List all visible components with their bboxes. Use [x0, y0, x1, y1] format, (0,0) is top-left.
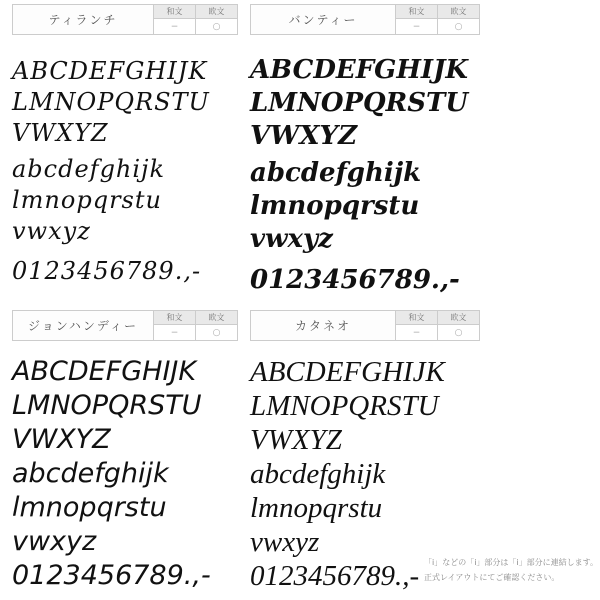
- specimen-digits: 0123456789.,-: [250, 560, 420, 592]
- specimen-digits: 0123456789.,-: [12, 560, 211, 591]
- specimen-digits: 0123456789.,-: [12, 257, 202, 285]
- script-support-table: [154, 310, 238, 341]
- specimen-uppercase-2: LMNOPQRSTU: [12, 88, 210, 116]
- western-script-label: 欧文: [437, 310, 480, 325]
- panel-header: [250, 310, 480, 341]
- footnote: [424, 555, 598, 585]
- specimen-lowercase-2: lmnopqrstu: [250, 492, 383, 524]
- western-script-label: 欧文: [195, 4, 238, 19]
- specimen-lowercase-2: lmnopqrstu: [12, 186, 162, 214]
- japanese-support-value: −: [395, 18, 438, 35]
- footnote-line-2: 正式レイアウトにてご確認ください。: [423, 573, 560, 582]
- specimen-lowercase-2: lmnopqrstu: [12, 492, 167, 523]
- western-script-label: 欧文: [437, 4, 480, 19]
- western-support-value: ○: [437, 18, 480, 35]
- script-support-table: [396, 310, 480, 341]
- japanese-script-label: 和文: [153, 310, 196, 325]
- western-support-value: ○: [437, 324, 480, 341]
- panel-header: [250, 4, 480, 35]
- japanese-support-value: −: [153, 324, 196, 341]
- font-name: ティランチ: [12, 4, 154, 35]
- specimen-lowercase-3: vwxyz: [250, 224, 333, 254]
- western-support-value: ○: [195, 324, 238, 341]
- font-panel-banty: [250, 4, 480, 297]
- font-panel-john-handy: [12, 310, 238, 593]
- footnote-line-1: 「i」などの「i」部分は「i」部分に連結します。: [423, 558, 598, 567]
- specimen-lowercase-1: abcdefghijk: [250, 458, 386, 490]
- panel-header: [12, 4, 238, 35]
- specimen-uppercase-1: ABCDEFGHIJK: [12, 57, 208, 85]
- japanese-script-label: 和文: [395, 310, 438, 325]
- specimen: [12, 56, 238, 287]
- specimen-uppercase-1: ABCDEFGHIJK: [12, 356, 197, 387]
- specimen-uppercase-2: LMNOPQRSTU: [250, 390, 439, 422]
- western-support-value: ○: [195, 18, 238, 35]
- panel-header: [12, 310, 238, 341]
- japanese-script-label: 和文: [395, 4, 438, 19]
- specimen: [12, 355, 238, 593]
- specimen-lowercase-3: vwxyz: [12, 526, 97, 557]
- specimen-uppercase-1: ABCDEFGHIJK: [250, 55, 468, 85]
- specimen-uppercase-3: VWXYZ: [250, 424, 342, 456]
- specimen-uppercase-3: VWXYZ: [12, 119, 109, 147]
- font-name: ジョンハンディー: [12, 310, 154, 341]
- specimen-lowercase-1: abcdefghijk: [12, 155, 166, 183]
- specimen-uppercase-1: ABCDEFGHIJK: [250, 356, 445, 388]
- font-panel-cataneo: [250, 310, 480, 593]
- font-name: カタネオ: [250, 310, 396, 341]
- japanese-support-value: −: [395, 324, 438, 341]
- western-script-label: 欧文: [195, 310, 238, 325]
- specimen-uppercase-3: VWXYZ: [12, 424, 111, 455]
- specimen-lowercase-3: vwxyz: [12, 217, 91, 245]
- script-support-table: [154, 4, 238, 35]
- japanese-script-label: 和文: [153, 4, 196, 19]
- specimen-lowercase-1: abcdefghijk: [12, 458, 169, 489]
- japanese-support-value: −: [153, 18, 196, 35]
- specimen-uppercase-2: LMNOPQRSTU: [250, 88, 469, 118]
- specimen-uppercase-2: LMNOPQRSTU: [12, 390, 202, 421]
- specimen: [250, 54, 480, 297]
- specimen-digits: 0123456789.,-: [250, 265, 460, 295]
- specimen-lowercase-1: abcdefghijk: [250, 158, 422, 188]
- font-name: バンティー: [250, 4, 396, 35]
- script-support-table: [396, 4, 480, 35]
- specimen-lowercase-3: vwxyz: [250, 526, 320, 558]
- specimen-uppercase-3: VWXYZ: [250, 121, 358, 151]
- specimen-lowercase-2: lmnopqrstu: [250, 191, 420, 221]
- font-panel-tiranchi: [12, 4, 238, 287]
